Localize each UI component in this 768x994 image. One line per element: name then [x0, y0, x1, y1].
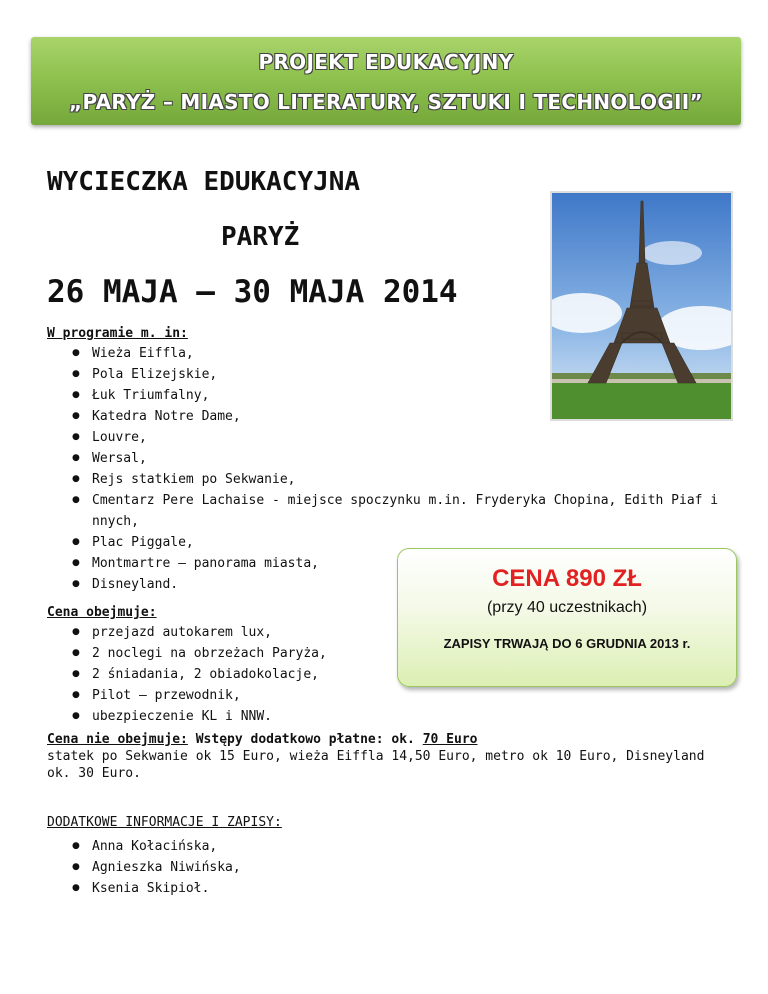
- entrance-fees-text: Wstępy dodatkowo płatne: ok.: [187, 732, 415, 747]
- entrance-fees-amount: 70 Euro: [422, 732, 478, 747]
- list-item: ● przejazd autokarem lux,: [47, 622, 407, 643]
- trip-title: WYCIECZKA EDUKACYJNA: [47, 167, 361, 197]
- banner-subtitle: „PARYŻ – MIASTO LITERATURY, SZTUKI I TECHNOLOGII”: [69, 90, 703, 114]
- list-item: ● Louvre,: [47, 427, 737, 448]
- not-included-label: Cena nie obejmuje:: [47, 732, 188, 747]
- list-item: ● Ksenia Skipioł.: [47, 878, 241, 899]
- contacts-list: [47, 836, 241, 899]
- price-includes-heading: Cena obejmuje:: [47, 605, 157, 620]
- contacts-heading: DODATKOWE INFORMACJE I ZAPISY:: [47, 815, 282, 830]
- list-item: ● Wersal,: [47, 448, 737, 469]
- list-item: ● Montmartre – panorama miasta,: [47, 553, 737, 574]
- entrance-fees-details: statek po Sekwanie ok 15 Euro, wieża Eiffla 14,50 Euro, metro ok 10 Euro, Disneyland ok. 30 Euro.: [47, 749, 705, 781]
- list-item: ● Łuk Triumfalny,: [47, 385, 737, 406]
- list-item: ● Rejs statkiem po Sekwanie,: [47, 469, 737, 490]
- price-label: CENA 890 ZŁ: [492, 565, 642, 592]
- list-item: ● Disneyland.: [47, 574, 737, 595]
- list-item: ● Agnieszka Niwińska,: [47, 857, 241, 878]
- program-heading: W programie m. in:: [47, 326, 188, 341]
- list-item: ● Wieża Eiffla,: [47, 343, 737, 364]
- list-item: ● Anna Kołacińska,: [47, 836, 241, 857]
- list-item: ● Pilot – przewodnik,: [47, 685, 407, 706]
- list-item: ● Cmentarz Pere Lachaise - miejsce spoczynku m.in. Fryderyka Chopina, Edith Piaf i nnych,: [47, 490, 737, 532]
- list-item: ● Katedra Notre Dame,: [47, 406, 737, 427]
- banner-title: PROJEKT EDUKACYJNY: [258, 50, 514, 74]
- list-item: ● 2 śniadania, 2 obiadokolacje,: [47, 664, 407, 685]
- header-banner: [31, 37, 741, 125]
- registration-deadline: ZAPISY TRWAJĄ DO 6 GRUDNIA 2013 r.: [443, 636, 691, 651]
- price-includes-list: [47, 622, 407, 727]
- not-included-section: [47, 731, 727, 782]
- list-item: ● Pola Elizejskie,: [47, 364, 737, 385]
- participants-note: (przy 40 uczestnikach): [486, 599, 648, 616]
- list-item: ● Plac Piggale,: [47, 532, 737, 553]
- trip-dates: 26 MAJA – 30 MAJA 2014: [47, 274, 458, 310]
- price-box: [397, 548, 737, 687]
- trip-destination: PARYŻ: [221, 222, 300, 252]
- list-item: ● 2 noclegi na obrzeżach Paryża,: [47, 643, 407, 664]
- list-item: ● ubezpieczenie KL i NNW.: [47, 706, 407, 727]
